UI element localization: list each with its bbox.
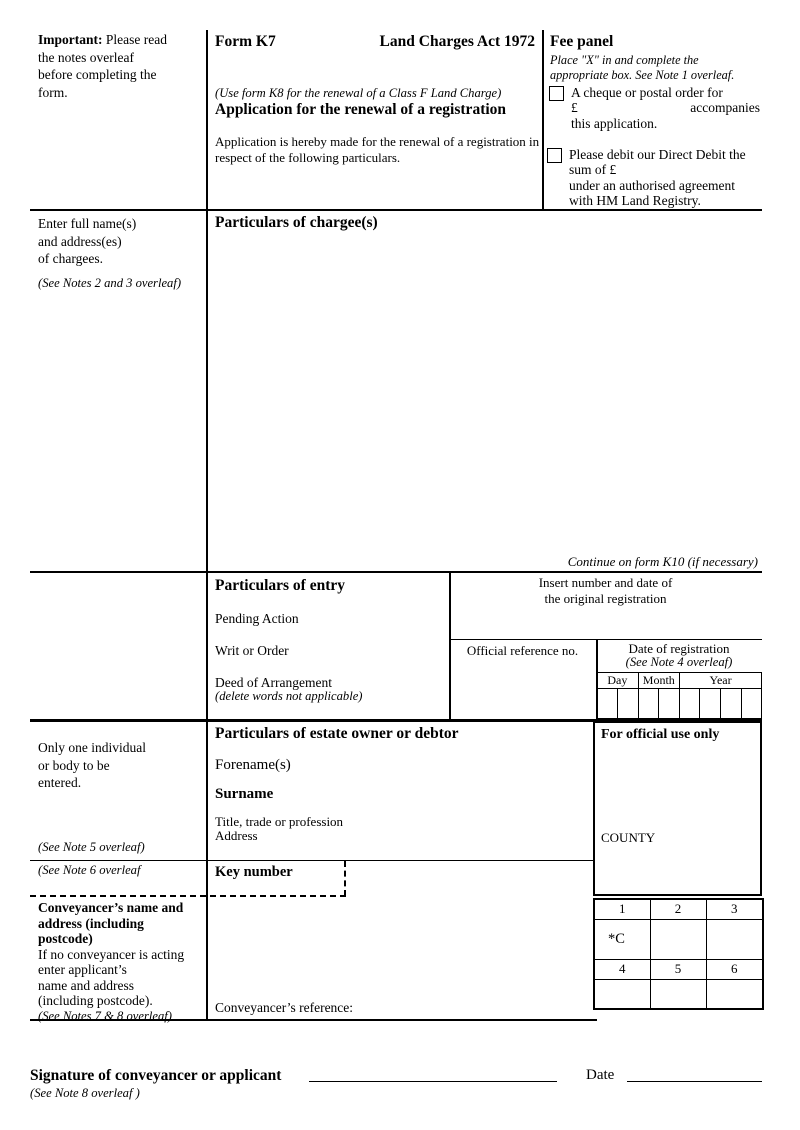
application-text [215,134,539,167]
official-reference-input-area[interactable] [453,662,593,716]
signature-line[interactable] [309,1081,557,1082]
address-label: Address [215,828,258,843]
fee-option-cheque [549,85,760,131]
cheque-accompanies-text: accompanies [690,100,760,116]
estate-owner-title: Particulars of estate owner or debtor [215,725,459,742]
chargees-side-line: of chargees. [38,251,103,267]
conveyancer-side-line: name and address [38,977,134,993]
estate-side-line: entered. [38,775,82,791]
fee-instruction-line: appropriate box. See Note 1 overleaf. [550,67,735,82]
cheque-amount-input[interactable] [578,104,691,116]
important-line: form. [38,84,68,100]
key-number-side-ref: (See Note 6 overleaf [38,863,141,877]
surname-input-area[interactable] [300,783,585,805]
chargees-title: Particulars of chargee(s) [215,214,378,231]
date-of-registration-label: Date of registration [628,641,730,656]
surname-label: Surname [215,786,274,802]
conveyancer-side-note [38,900,208,1024]
cheque-text-line1: A cheque or postal order for [571,85,723,100]
conveyancer-side-line: If no conveyancer is acting [38,946,185,962]
pound-sign: £ [571,100,578,116]
insert-number-note [449,575,762,608]
trade-input-area[interactable] [362,812,585,827]
conveyancer-side-bold-line: address (including [38,915,144,931]
conveyancer-side-bold-line: Conveyancer’s name and [38,900,184,915]
estate-side-line: or body to be [38,757,110,773]
left-column-divider [206,30,208,1021]
conveyancer-side-line: (including postcode). [38,993,153,1009]
key-number-label: Key number [215,864,293,880]
official-use-cell [706,979,763,1009]
forename-input-area[interactable] [330,754,585,776]
date-digit-cell-day1[interactable] [597,689,618,719]
application-text-line: Application is hereby made for the renewal of a registration in [215,134,540,149]
application-text-line: respect of the following particulars. [215,150,401,166]
estate-owner-side-note [38,739,146,792]
grid-header-4: 4 [594,959,650,979]
grid-header-1: 1 [594,899,650,919]
application-title: Application for the renewal of a registration [215,101,507,118]
conveyancer-side-ref: (See Notes 7 & 8 overleaf) [38,1009,172,1024]
date-label: Date [586,1067,615,1083]
debit-sum-label: sum of £ [569,162,617,178]
important-rest: Please read [102,32,167,47]
important-line: before completing the [38,67,157,83]
entry-title: Particulars of entry [215,577,345,594]
grid-header-6: 6 [706,959,763,979]
grid-c-cell: *C [594,919,650,959]
cheque-text-line3: this application. [571,115,658,131]
official-reference-label: Official reference no. [466,643,579,658]
fee-panel-title: Fee panel [550,33,614,50]
county-label: COUNTY [601,830,656,845]
grid-header-3: 3 [706,899,763,919]
day-header: Day [597,673,638,689]
conveyancer-side-bold-line: postcode) [38,931,93,947]
conveyancer-address-area[interactable] [212,900,587,995]
chargees-side-note [38,215,136,268]
insert-number-line: Insert number and date of [538,575,673,590]
chargees-side-line: and address(es) [38,233,122,249]
entry-option-writ-or-order: Writ or Order [215,643,289,658]
direct-debit-checkbox[interactable] [547,148,562,163]
important-line: the notes overleaf [38,49,134,65]
k8-note: (Use form K8 for the renewal of a Class F Land Charge) [215,86,502,100]
grid-header-5: 5 [650,959,706,979]
date-of-registration-ref: (See Note 4 overleaf) [625,655,733,669]
conveyancer-side-line: enter applicant’s [38,962,127,978]
fee-instruction-line: Place "X" in and complete the [550,53,699,67]
date-digit-cell-month2[interactable] [659,689,680,719]
entry-delete-note: (delete words not applicable) [215,689,363,703]
divider-header-bottom [30,209,762,211]
key-number-dashed-right [344,861,346,896]
grid-header-2: 2 [650,899,706,919]
signature-label: Signature of conveyancer or applicant [30,1067,282,1084]
year-header: Year [679,673,761,689]
month-header: Month [638,673,679,689]
divider-estate-bottom [30,860,595,861]
form-number: Form K7 [215,33,276,50]
chargees-side-line: Enter full name(s) [38,216,137,231]
divider-chargees-bottom [30,571,762,573]
date-digit-cell-year3[interactable] [721,689,742,719]
fee-panel-instruction [550,53,734,83]
form-header-row [215,32,535,51]
fee-option-direct-debit [547,147,761,209]
signature-ref-note: (See Note 8 overleaf ) [30,1086,140,1100]
conveyancer-reference-input[interactable] [358,1000,586,1017]
chargees-side-ref: (See Notes 2 and 3 overleaf) [38,276,182,290]
official-use-box [593,721,762,896]
key-number-dashed-bottom [30,895,346,897]
official-use-grid [593,898,764,1010]
official-use-title: For official use only [601,727,720,742]
debit-text-line3: under an authorised agreement [569,177,736,193]
trade-label: Title, trade or profession [215,814,344,829]
date-line[interactable] [627,1081,762,1082]
continue-note: Continue on form K10 (if necessary) [567,554,758,569]
official-use-cell [706,919,763,959]
official-use-cell [650,979,706,1009]
date-digit-cell-month1[interactable] [638,689,659,719]
estate-side-line: Only one individual [38,740,146,755]
cheque-checkbox[interactable] [549,86,564,101]
registration-date-table [597,672,762,719]
act-title: Land Charges Act 1972 [379,33,535,50]
registration-number-area[interactable] [455,606,755,636]
insert-number-line: the original registration [544,591,667,607]
fee-panel-divider [542,30,544,211]
county-input-area [660,823,755,853]
forename-label: Forename(s) [215,757,291,773]
debit-text-line1: Please debit our Direct Debit the [569,147,746,162]
important-note [38,31,198,101]
entry-option-pending-action: Pending Action [215,611,299,626]
date-digit-cell-year1[interactable] [679,689,700,719]
conveyancer-reference-label: Conveyancer’s reference: [215,1000,354,1015]
address-input-area[interactable] [268,826,585,856]
debit-text-line4: with HM Land Registry. [569,193,701,209]
debit-amount-input[interactable] [616,166,761,178]
important-label: Important: [38,32,103,47]
date-digit-cell-year4[interactable] [741,689,762,719]
date-digit-cell-year2[interactable] [700,689,721,719]
chargee-details-area[interactable] [212,238,757,550]
official-use-cell [594,979,650,1009]
key-number-input-area[interactable] [215,880,340,894]
official-use-cell [650,919,706,959]
entry-option-deed-of-arrangement: Deed of Arrangement [215,675,332,690]
estate-owner-side-ref: (See Note 5 overleaf) [38,840,145,854]
date-digit-cell-day2[interactable] [618,689,639,719]
